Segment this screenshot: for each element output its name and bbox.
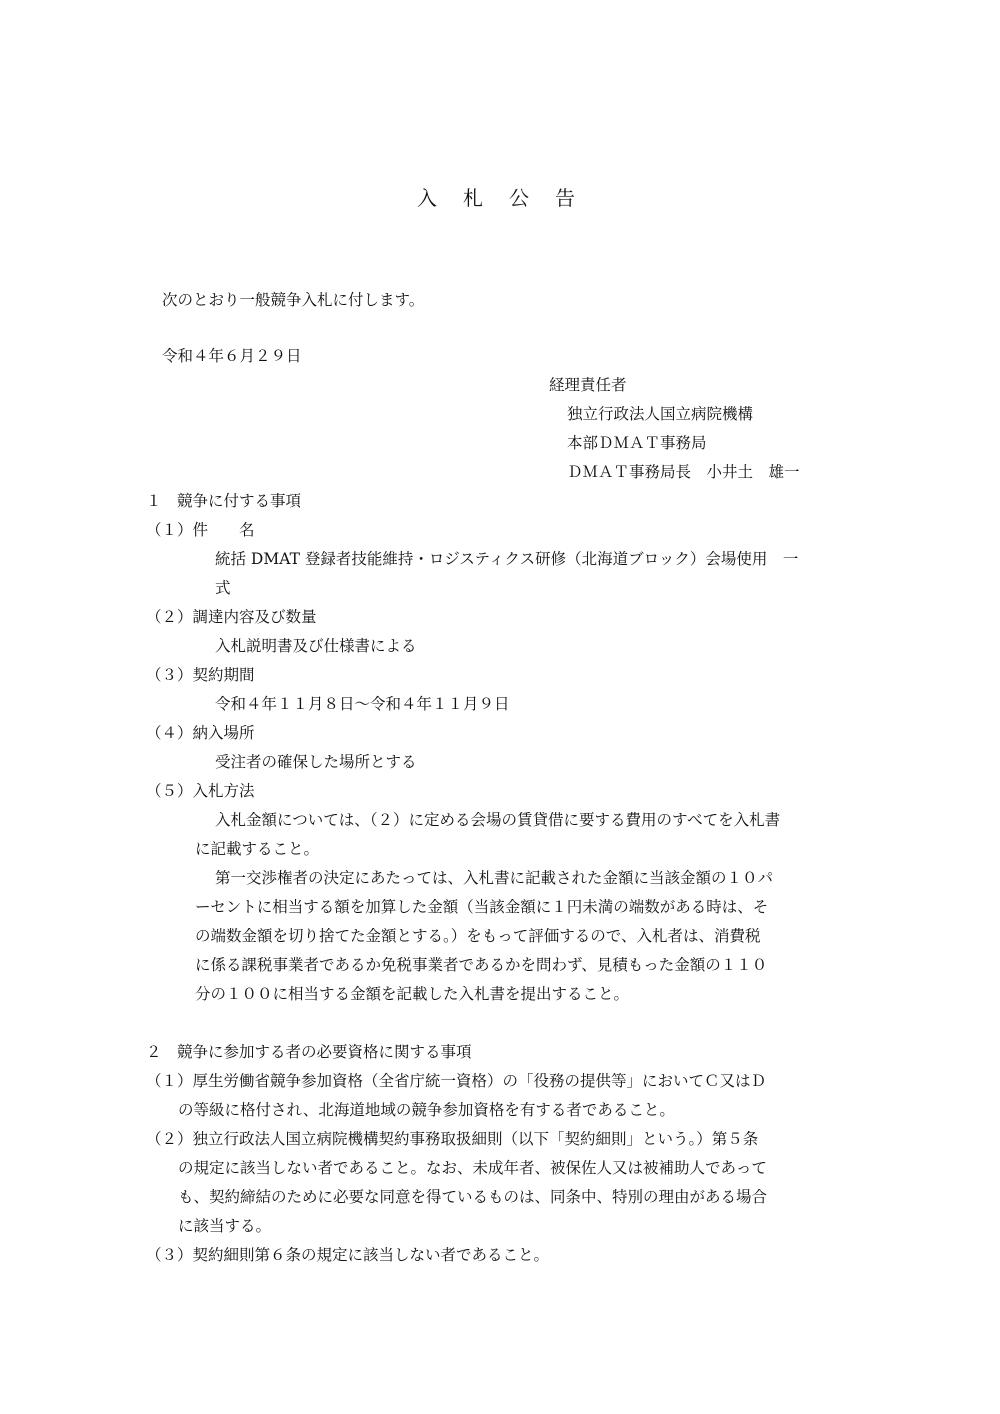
s2-item-2-line4: に該当する。 xyxy=(178,1217,272,1235)
item-5-p1-line1: 入札金額については、（２）に定める会場の賃貸借に要する費用のすべてを入札書 xyxy=(215,811,781,829)
notice-date: 令和４年６月２９日 xyxy=(162,347,302,365)
s2-item-2-line1: （２）独立行政法人国立病院機構契約事務取扱細則（以下「契約細則」という。）第５条 xyxy=(146,1130,759,1148)
issuer-org: 独立行政法人国立病院機構 xyxy=(567,405,754,423)
issuer-name: ＤＭＡＴ事務局長 小井土 雄一 xyxy=(567,463,800,481)
item-5-p2-line4: に係る課税事業者であるか免税事業者であるかを問わず、見積もった金額の１１０ xyxy=(195,956,768,974)
intro-text: 次のとおり一般競争入札に付します。 xyxy=(162,291,425,309)
item-5-p2-line2: ーセントに相当する額を加算した金額（当該金額に１円未満の端数がある時は、そ xyxy=(195,898,769,916)
s2-item-1-line2: の等級に格付され、北海道地域の競争参加資格を有する者であること。 xyxy=(178,1101,675,1119)
item-1-label: （１）件 名 xyxy=(146,521,255,539)
s2-item-3-line1: （３）契約細則第６条の規定に該当しない者であること。 xyxy=(146,1246,550,1264)
issuer-dept: 本部ＤＭＡＴ事務局 xyxy=(567,434,707,452)
item-3-value: 令和４年１１月８日～令和４年１１月９日 xyxy=(215,695,510,713)
section-1-heading: １ 競争に付する事項 xyxy=(146,492,302,510)
item-5-p2-line1: 第一交渉権者の決定にあたっては、入札書に記載された金額に当該金額の１０パ xyxy=(215,869,774,887)
item-4-value: 受注者の確保した場所とする xyxy=(215,753,417,771)
s2-item-1-line1: （１）厚生労働省競争参加資格（全省庁統一資格）の「役務の提供等」においてＣ又はＤ xyxy=(146,1072,767,1090)
section-2-heading: ２ 競争に参加する者の必要資格に関する事項 xyxy=(146,1043,472,1061)
issuer-role: 経理責任者 xyxy=(549,376,627,394)
item-3-label: （３）契約期間 xyxy=(146,666,255,684)
item-2-label: （２）調達内容及び数量 xyxy=(146,608,317,626)
item-4-label: （４）納入場所 xyxy=(146,724,255,742)
item-5-p1-line2: に記載すること。 xyxy=(195,840,320,858)
item-1-value: 統括 DMAT 登録者技能維持・ロジスティクス研修（北海道ブロック）会場使用 一 xyxy=(215,550,799,568)
s2-item-2-line3: も、契約締結のために必要な同意を得ているものは、同条中、特別の理由がある場合 xyxy=(178,1188,768,1206)
s2-item-2-line2: の規定に該当しない者であること。なお、未成年者、被保佐人又は被補助人であって xyxy=(178,1159,767,1177)
item-5-label: （５）入札方法 xyxy=(146,782,255,800)
item-2-value: 入札説明書及び仕様書による xyxy=(215,637,417,655)
item-5-p2-line3: の端数金額を切り捨てた金額とする。）をもって評価するので、入札者は、消費税 xyxy=(195,927,761,945)
item-1-value-cont: 式 xyxy=(215,579,231,597)
item-5-p2-line5: 分の１００に相当する金額を記載した入札書を提出すること。 xyxy=(195,985,630,1003)
document-title: 入札公告 xyxy=(417,186,601,210)
